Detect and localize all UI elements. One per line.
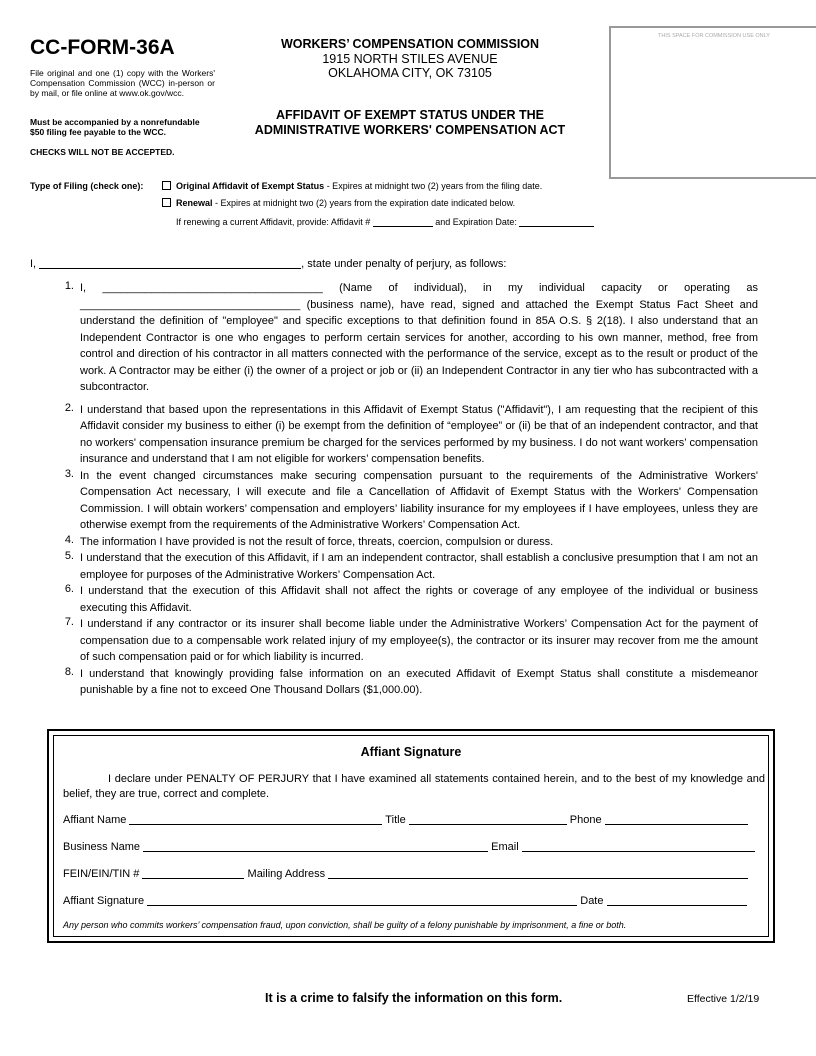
list-item <box>30 534 758 551</box>
list-item <box>30 550 758 583</box>
renewal-checkbox[interactable] <box>162 198 171 207</box>
intro-suffix: , state under penalty of perjury, as follows: <box>301 258 507 270</box>
business-name-field[interactable] <box>143 840 488 852</box>
address-line-1: 1915 NORTH STILES AVENUE <box>322 52 498 66</box>
affiant-signature-label: Affiant Signature <box>63 895 148 907</box>
item-number: 2. <box>64 401 74 414</box>
affiant-name-row <box>63 813 765 826</box>
item-number: 4. <box>64 533 74 546</box>
item-text: I understand that knowingly providing false information on an executed Affidavit of Exempt Status shall constitute a misdemeanor punishable by a fine not to exceed One Thousand Dollars ($1,000.00). <box>80 667 758 696</box>
item-number: 8. <box>64 665 74 678</box>
filing-option-renewal[interactable] <box>162 198 515 208</box>
form-id: CC-FORM-36A <box>30 36 175 59</box>
list-item <box>30 468 758 534</box>
form-title-line-2: ADMINISTRATIVE WORKERS' COMPENSATION ACT <box>254 123 566 137</box>
item-text: I, ____________________________________ (Name of individual), in my individual capacity or operating as ____________________________________ (business name), have read, signed and attached the Exempt Status Fact Sheet and understand the definition of "employee" and specific exceptions to that definition found in 85A O.S. § 2(18). I also understand that an Independent Contractor is one who engages to perform certain services for another, according to his own manner, method, free from control and direction of his contractor in all matters connected with the performance of the service, except as to the result or product of the work. A Contractor may be either (i) the owner of a project or job or (ii) an Independent Contractor in any tier who has subcontracted with a subcontractor. <box>80 282 758 393</box>
renew-prompt-affidavit: If renewing a current Affidavit, provide: Affidavit # <box>176 217 373 227</box>
list-item <box>30 402 758 468</box>
address-line-2: OKLAHOMA CITY, OK 73105 <box>328 66 492 80</box>
mailing-address-field[interactable] <box>328 867 748 879</box>
commission-use-label: THIS SPACE FOR COMMISSION USE ONLY <box>658 33 770 39</box>
fraud-notice: Any person who commits workers’ compensation fraud, upon conviction, shall be guilty of a felony punishable by imprisonment, a fine or both. <box>63 920 627 930</box>
form-title-line-1: AFFIDAVIT OF EXEMPT STATUS UNDER THE <box>275 108 545 122</box>
list-item <box>30 666 758 699</box>
fein-row <box>63 867 765 880</box>
item-text: In the event changed circumstances make securing compensation pursuant to the requirements of the Administrative Workers' Compensation Act necessary, I will execute and file a Cancellation of Affidavit of Exempt Status with the Workers' Compensation Commission. I will obtain workers’ compensation and employers’ liability insurance for my employees if I have employees, unless they are otherwise exempt from the requirements of the Administrative Workers’ Compensation Act. <box>80 469 758 531</box>
agency-name: WORKERS’ COMPENSATION COMMISSION <box>280 37 540 51</box>
commission-use-box <box>609 26 816 179</box>
fein-label: FEIN/EIN/TIN # <box>63 868 143 880</box>
affiant-name-field[interactable] <box>129 813 382 825</box>
mailing-address-label: Mailing Address <box>244 868 329 880</box>
expiration-date-field[interactable] <box>519 215 594 227</box>
original-checkbox[interactable] <box>162 181 171 190</box>
effective-date: Effective 1/2/19 <box>687 993 760 1005</box>
signature-row <box>63 894 765 907</box>
affiant-name-intro-field[interactable] <box>39 257 301 269</box>
fein-field[interactable] <box>142 867 244 879</box>
date-label: Date <box>577 895 607 907</box>
item-number: 5. <box>64 550 74 562</box>
affiant-signature-field[interactable] <box>147 894 577 906</box>
business-name-label: Business Name <box>63 841 144 853</box>
item-number: 3. <box>64 467 74 480</box>
fee-note: Must be accompanied by a nonrefundable $50 filing fee payable to the WCC. <box>30 117 200 137</box>
original-desc: - Expires at midnight two (2) years from the filing date. <box>324 181 543 191</box>
list-item <box>30 616 758 666</box>
item-text: I understand that based upon the representations in this Affidavit of Exempt Status ("Affidavit"), I am requesting that the recipient of this Affidavit consider my business to either (i) be exempt from the definition of “employee” or (ii) be that of an independent contractor, and that no workers' compensation insurance premium be charged for the services performed by my business. I do not want workers’ compensation insurance and understand that I am not eligible for workers’ compensation benefits. <box>80 403 758 465</box>
renewal-desc: - Expires at midnight two (2) years from the expiration date indicated below. <box>212 198 516 208</box>
date-field[interactable] <box>607 894 747 906</box>
list-item <box>30 280 758 396</box>
item-text: I understand if any contractor or its insurer shall become liable under the Administrative Workers’ Compensation Act for the payment of compensation due to a compensable work related injury of my employee(s), the contractor or its insurer may recover from me the amount of such compensation paid or for which liability is incurred. <box>80 618 758 663</box>
affiant-name-label: Affiant Name <box>63 814 130 826</box>
business-row <box>63 840 765 853</box>
item-number: 1. <box>64 280 74 292</box>
item-text: I understand that the execution of this Affidavit shall not affect the rights or coverage of any employee of the individual or business executing this Affidavit. <box>80 585 758 614</box>
original-label: Original Affidavit of Exempt Status <box>176 181 325 191</box>
form-title <box>240 108 580 138</box>
title-label: Title <box>382 814 409 826</box>
email-field[interactable] <box>522 840 755 852</box>
filing-type-label: Type of Filing (check one): <box>30 181 144 191</box>
affidavit-number-field[interactable] <box>373 215 433 227</box>
statement-list <box>30 280 758 699</box>
email-label: Email <box>488 841 522 853</box>
item-text: The information I have provided is not the result of force, threats, coercion, compulsion or duress. <box>80 535 554 548</box>
list-item <box>30 583 758 616</box>
intro-statement <box>30 257 758 270</box>
renewal-label: Renewal <box>176 198 213 208</box>
checks-note: CHECKS WILL NOT BE ACCEPTED. <box>30 147 175 157</box>
renewal-details <box>176 215 594 227</box>
phone-field[interactable] <box>605 813 748 825</box>
intro-prefix: I, <box>30 258 40 270</box>
renew-prompt-expiration: and Expiration Date: <box>432 217 520 227</box>
title-field[interactable] <box>409 813 567 825</box>
item-number: 7. <box>64 616 74 628</box>
declaration-text: I declare under PENALTY OF PERJURY that I have examined all statements contained herein, and to the best of my knowledge and belief, they are true, correct and complete. <box>63 773 765 800</box>
item-text: I understand that the execution of this Affidavit, if I am an independent contractor, shall establish a conclusive presumption that I am not an employee for purposes of the Administrative Workers’ Compensation Act. <box>80 552 758 581</box>
filing-instructions: File original and one (1) copy with the Workers' Compensation Commission (WCC) in-person or by mail, or file online at www.ok.gov/wcc. <box>30 68 215 98</box>
filing-option-original[interactable] <box>162 181 542 191</box>
footer-warning: It is a crime to falsify the information on this form. <box>265 991 563 1005</box>
phone-label: Phone <box>566 814 605 826</box>
signature-title: Affiant Signature <box>360 745 462 759</box>
item-number: 6. <box>64 583 74 595</box>
